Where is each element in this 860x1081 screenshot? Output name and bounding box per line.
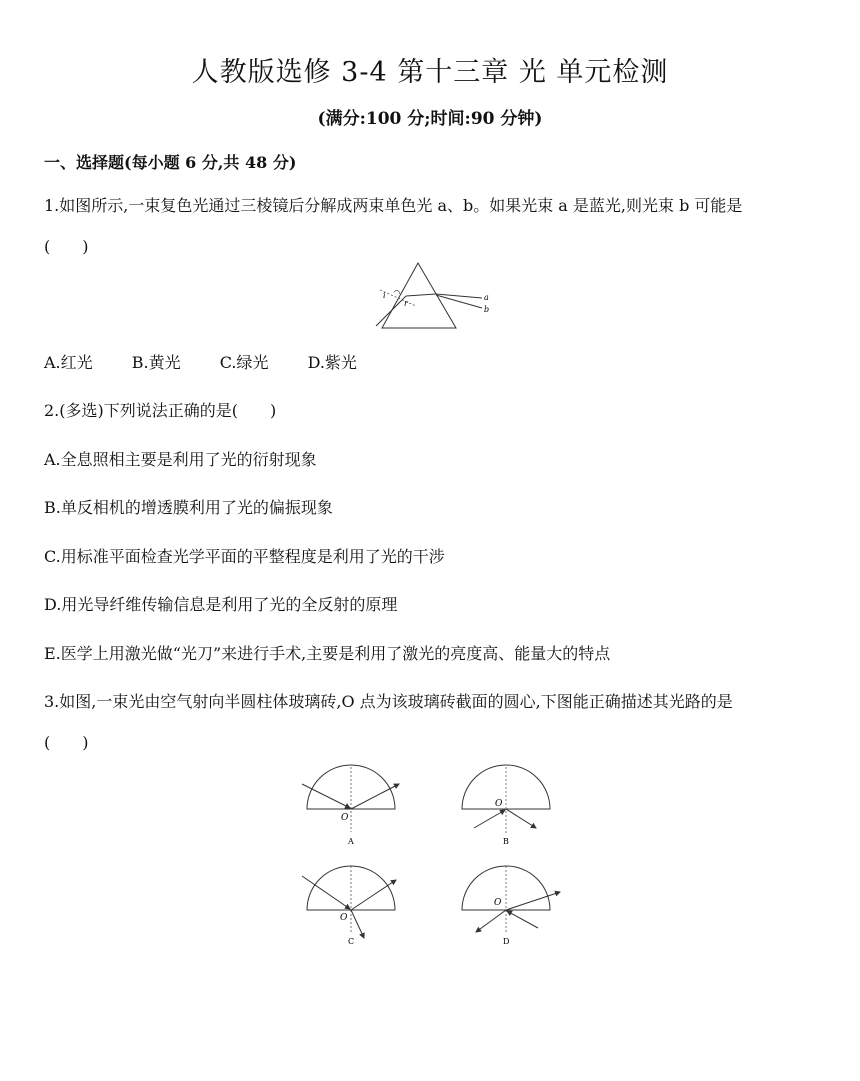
- question-1-options: [44, 350, 391, 373]
- diagram-c-label: C: [348, 937, 355, 946]
- question-1-paren: ( ): [44, 237, 89, 256]
- diagram-c-center: O: [340, 913, 348, 923]
- diagram-b-center: O: [495, 799, 503, 809]
- diagram-d-label: D: [503, 937, 510, 946]
- option-c: C.绿光: [219, 353, 269, 372]
- diagram-a-label: A: [348, 837, 354, 846]
- diagram-a: [302, 765, 399, 846]
- question-3-stem: 3.如图,一束光由空气射向半圆柱体玻璃砖,O 点为该玻璃砖截面的圆心,下图能正确描述其光路的是: [44, 692, 733, 711]
- question-3-paren: ( ): [44, 733, 89, 752]
- option-d: D.紫光: [307, 353, 357, 372]
- question-2-option-b: B.单反相机的增透膜利用了光的偏振现象: [44, 498, 333, 517]
- diagram-d: [462, 866, 560, 946]
- label-r: r: [404, 299, 408, 308]
- label-a: a: [484, 293, 489, 302]
- question-2-option-e: E.医学上用激光做“光刀”来进行手术,主要是利用了激光的亮度高、能量大的特点: [44, 644, 611, 663]
- diagram-c: [302, 866, 396, 946]
- semicircle-figures: [290, 762, 570, 950]
- diagram-b-label: B: [503, 837, 509, 846]
- section-heading: 一、选择题(每小题 6 分,共 48 分): [44, 153, 297, 172]
- question-2-option-d: D.用光导纤维传输信息是利用了光的全反射的原理: [44, 595, 398, 614]
- page-subtitle: (满分:100 分;时间:90 分钟): [317, 109, 543, 129]
- question-2-stem: 2.(多选)下列说法正确的是( ): [44, 401, 277, 420]
- option-b: B.黄光: [131, 353, 181, 372]
- diagram-d-center: O: [494, 898, 502, 908]
- question-1-stem: 1.如图所示,一束复色光通过三棱镜后分解成两束单色光 a、b。如果光束 a 是蓝光,则光束 b 可能是: [44, 196, 743, 215]
- diagram-b: [462, 765, 550, 846]
- question-2-option-a: A.全息照相主要是利用了光的衍射现象: [44, 450, 317, 469]
- diagram-a-center: O: [341, 813, 349, 823]
- prism-figure: [370, 258, 500, 332]
- label-i: i: [383, 291, 386, 300]
- option-a: A.红光: [44, 353, 93, 372]
- incident-ray: [376, 296, 406, 326]
- label-b: b: [484, 305, 490, 314]
- page-title: 人教版选修 3-4 第十三章 光 单元检测: [191, 57, 669, 88]
- refracted-ray: [406, 294, 436, 296]
- question-2-option-c: C.用标准平面检查光学平面的平整程度是利用了光的干涉: [44, 547, 445, 566]
